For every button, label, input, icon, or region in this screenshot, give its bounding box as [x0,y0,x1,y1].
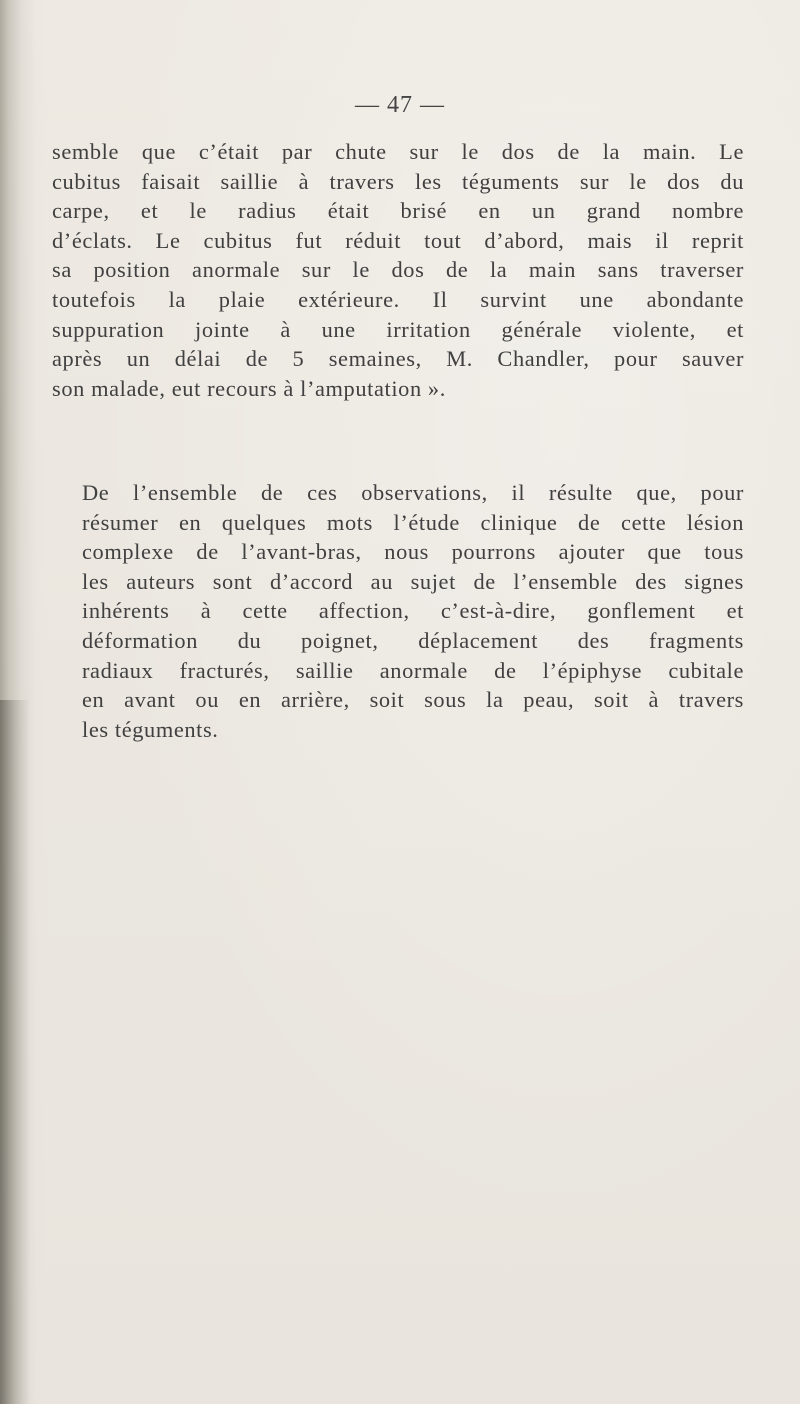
text-line: d’éclats. Le cubitus fut réduit tout d’abord, mais il reprit [52,227,744,253]
text-line: suppuration jointe à une irritation générale violente, et [52,316,744,342]
text-line: De l’ensemble de ces observations, il résulte que, pour [82,480,744,505]
text-line: son malade, eut recours à l’amputation ». [52,375,446,401]
text-line: résumer en quelques mots l’étude clinique de cette lésion [82,509,744,535]
text-line: inhérents à cette affection, c’est-à-dire, gonflement et [82,598,744,624]
binding-shadow-lower [0,700,30,1404]
paragraph-1 [52,137,744,403]
text-line: les auteurs sont d’accord au sujet de l’ensemble des signes [82,568,744,594]
text-line: toutefois la plaie extérieure. Il survint une abondante [52,286,744,312]
text-line: radiaux fracturés, saillie anormale de l’épiphyse cubitale [82,657,744,683]
paragraph-2 [52,478,744,744]
text-line: carpe, et le radius était brisé en un grand nombre [52,198,744,224]
text-line: les téguments. [82,716,219,742]
text-line: après un délai de 5 semaines, M. Chandler, pour sauver [52,346,744,372]
text-line: déformation du poignet, déplacement des fragments [82,627,744,653]
text-line: en avant ou en arrière, soit sous la peau, soit à travers [82,687,744,713]
text-line: complexe de l’avant-bras, nous pourrons ajouter que tous [82,539,744,565]
page-number: — 47 — [355,92,445,118]
text-line: semble que c’était par chute sur le dos de la main. Le [52,139,744,164]
text-line: cubitus faisait saillie à travers les téguments sur le dos du [52,168,744,194]
text-line: sa position anormale sur le dos de la main sans traverser [52,257,744,283]
